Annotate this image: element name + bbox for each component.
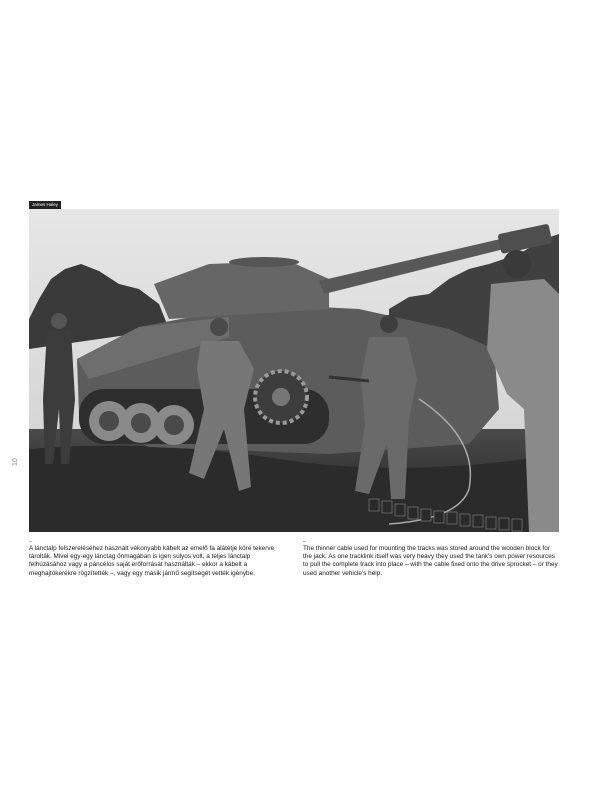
tank-photograph bbox=[29, 209, 559, 532]
caption-hungarian bbox=[29, 540, 285, 578]
caption-english bbox=[303, 540, 559, 578]
caption-hungarian-text: A lánctalp felszereléséhez használt vékonyabb kábelt az emelő fa alátétje köré tekerve tárolták. Mivel egy-egy lánctag önmagában is igen súlyos volt, a teljes lánctalp felhúzásához vagy a páncélos saját erőforrását használták – ekkor a kábelt a meghajtókerékre rögzítették –, vagy egy másik jármű segítségét vették igénybe. bbox=[29, 545, 275, 577]
caption-english-text: The thinner cable used for mounting the tracks was stored around the wooden block for the jack. As one tracklink itself was very heavy they used the tank's own power resources to pull the complete track into place – with the cable fixed onto the drive sprocket – or they used another vehicle's help. bbox=[303, 545, 558, 577]
photo-credit: James Haley bbox=[29, 201, 61, 209]
page-number: 10 bbox=[12, 458, 19, 466]
caption-marker: – bbox=[29, 539, 32, 545]
caption-marker: – bbox=[303, 539, 306, 545]
